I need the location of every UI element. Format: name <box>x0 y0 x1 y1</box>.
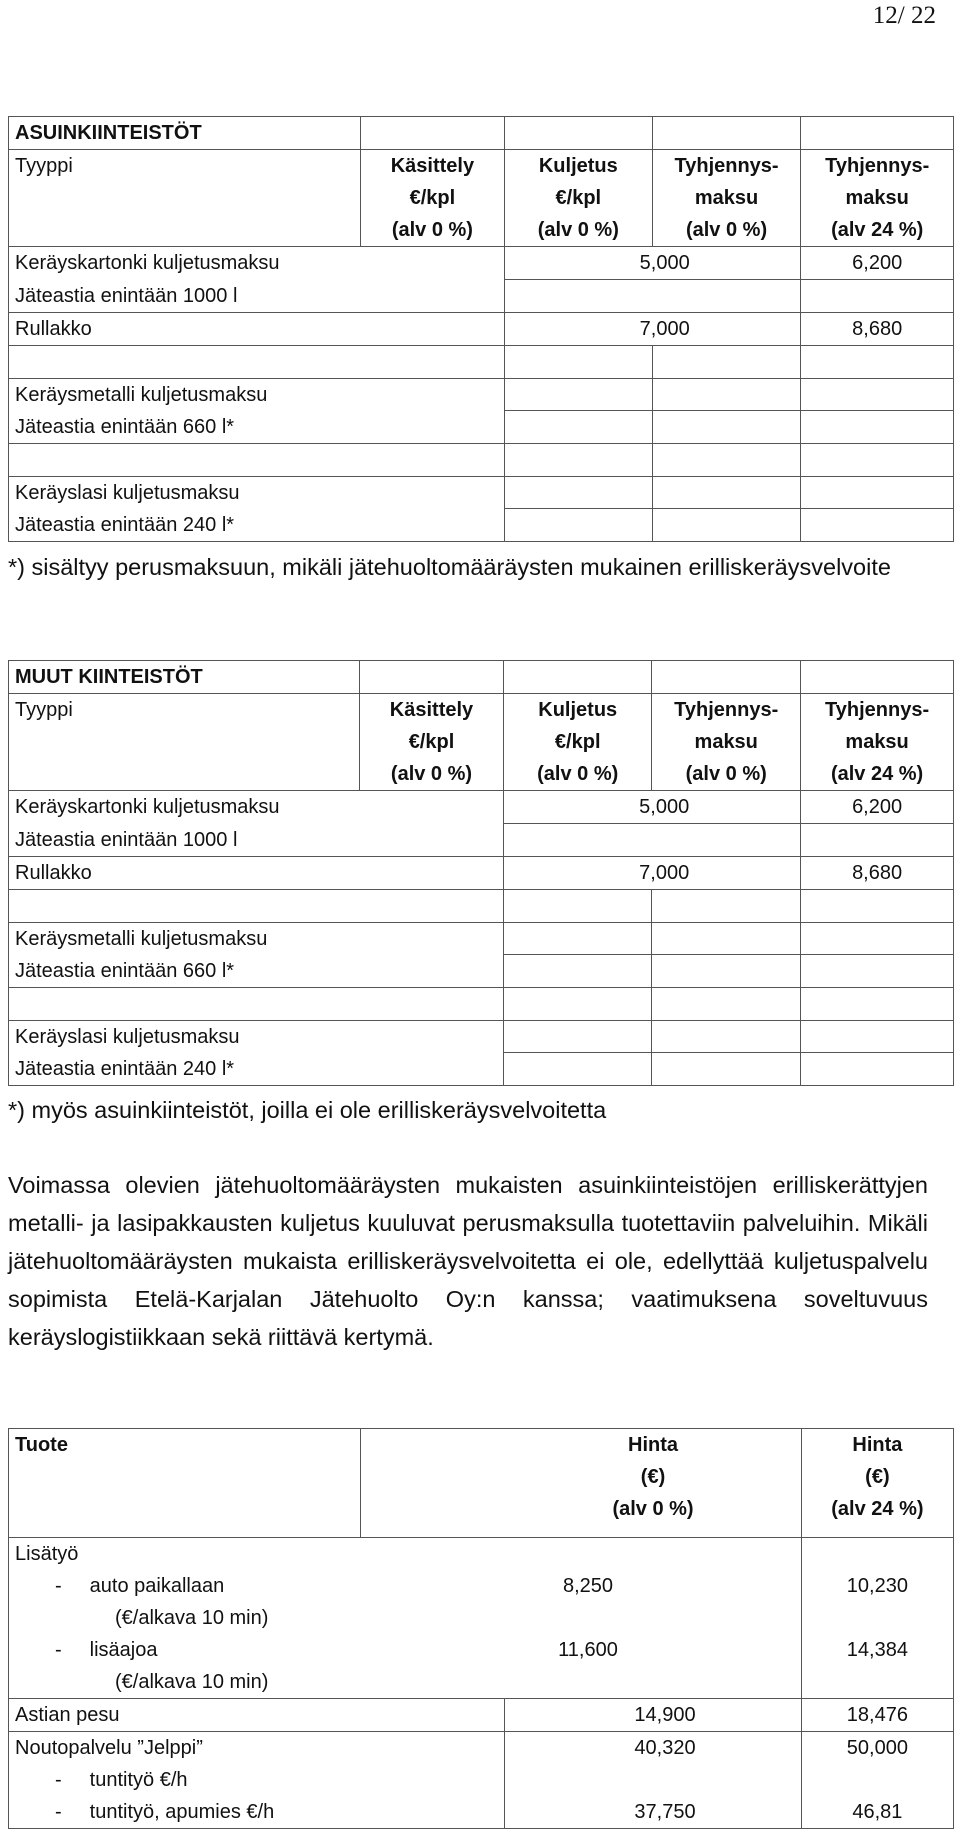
asuinkiinteistot-table <box>8 116 954 542</box>
header-row <box>9 694 954 791</box>
table-row <box>9 345 954 378</box>
table-row: Jäteastia enintään 660 l* <box>9 955 954 988</box>
col-kasittely: Käsittely €/kpl (alv 0 %) <box>360 150 504 247</box>
table-row: Keräyslasi kuljetusmaksu <box>9 1020 954 1053</box>
table-row: Jäteastia enintään 240 l* <box>9 509 954 542</box>
table-row: Astian pesu 14,900 18,476 <box>9 1699 954 1732</box>
table-row: Keräyslasi kuljetusmaksu <box>9 476 954 509</box>
table-row: Keräyskartonki kuljetusmaksu 5,000 6,200 <box>9 247 954 280</box>
col-tuote: Tuote <box>9 1429 361 1538</box>
table-row: Jäteastia enintään 1000 l <box>9 824 954 857</box>
footnote-2: *) myös asuinkiinteistöt, joilla ei ole erilliskeräysvelvoitetta <box>8 1097 607 1123</box>
table-row <box>9 443 954 476</box>
table-row: Rullakko 7,000 8,680 <box>9 856 954 889</box>
table-row <box>9 661 954 694</box>
table-row: Jäteastia enintään 240 l* <box>9 1053 954 1086</box>
col-kasittely: Käsittely €/kpl (alv 0 %) <box>359 694 503 791</box>
muut-kiinteistot-table <box>8 660 954 1086</box>
footnote-1: *) sisältyy perusmaksuun, mikäli jätehuoltomääräysten mukainen erilliskeräysvelvoite <box>8 554 891 580</box>
table-title: ASUINKIINTEISTÖT <box>9 117 361 150</box>
col-tyhjennys-24: Tyhjennys- maksu (alv 24 %) <box>801 694 954 791</box>
col-tyhjennys-0: Tyhjennys- maksu (alv 0 %) <box>652 150 801 247</box>
table-row <box>9 987 954 1020</box>
table-row: Keräyskartonki kuljetusmaksu 5,000 6,200 <box>9 791 954 824</box>
page-number: 12/ 22 <box>872 2 936 29</box>
col-kuljetus: Kuljetus €/kpl (alv 0 %) <box>504 150 652 247</box>
col-tyhjennys-0: Tyhjennys- maksu (alv 0 %) <box>652 694 801 791</box>
table-row: Lisätyö - auto paikallaan 8,250 (€/alkava 10 min) - lisäajoa 11,600 (€/alkava 10 min) 10,230 14,384 <box>9 1538 954 1699</box>
table-row: Jäteastia enintään 660 l* <box>9 411 954 444</box>
col-tyyppi: Tyyppi <box>9 150 361 247</box>
lisatyo-price-table <box>8 1428 954 1829</box>
table-row <box>9 889 954 922</box>
table-title: MUUT KIINTEISTÖT <box>9 661 360 694</box>
table-row <box>9 117 954 150</box>
col-hinta-24: Hinta (€) (alv 24 %) <box>801 1429 953 1538</box>
table-row: Rullakko 7,000 8,680 <box>9 312 954 345</box>
header-row <box>9 150 954 247</box>
body-paragraph: Voimassa olevien jätehuoltomääräysten mukaisten asuinkiinteistöjen erilliskerättyjen metalli- ja lasipakkausten kuljetus kuuluvat perusmaksulla tuotettaviin palveluihin. Mikäli jätehuoltomääräysten mukaista erilliskeräysvelvoitetta ei ole, edellyttää kuljetuspalvelu sopimista Etelä-Karjalan Jätehuolto Oy:n kanssa; vaatimuksena soveltuvuus keräyslogistiikkaan sekä riittävä kertymä. <box>8 1172 928 1350</box>
col-tyhjennys-24: Tyhjennys- maksu (alv 24 %) <box>801 150 954 247</box>
col-tyyppi: Tyyppi <box>9 694 360 791</box>
col-kuljetus: Kuljetus €/kpl (alv 0 %) <box>504 694 652 791</box>
col-hinta-0: Hinta (€) (alv 0 %) <box>361 1429 802 1538</box>
header-row <box>9 1429 954 1538</box>
table-row: Noutopalvelu ”Jelppi” - tuntityö €/h - tuntityö, apumies €/h 40,320 37,750 50,000 46,81 <box>9 1732 954 1829</box>
table-row: Keräysmetalli kuljetusmaksu <box>9 922 954 955</box>
table-row: Jäteastia enintään 1000 l <box>9 280 954 313</box>
table-row: Keräysmetalli kuljetusmaksu <box>9 378 954 411</box>
